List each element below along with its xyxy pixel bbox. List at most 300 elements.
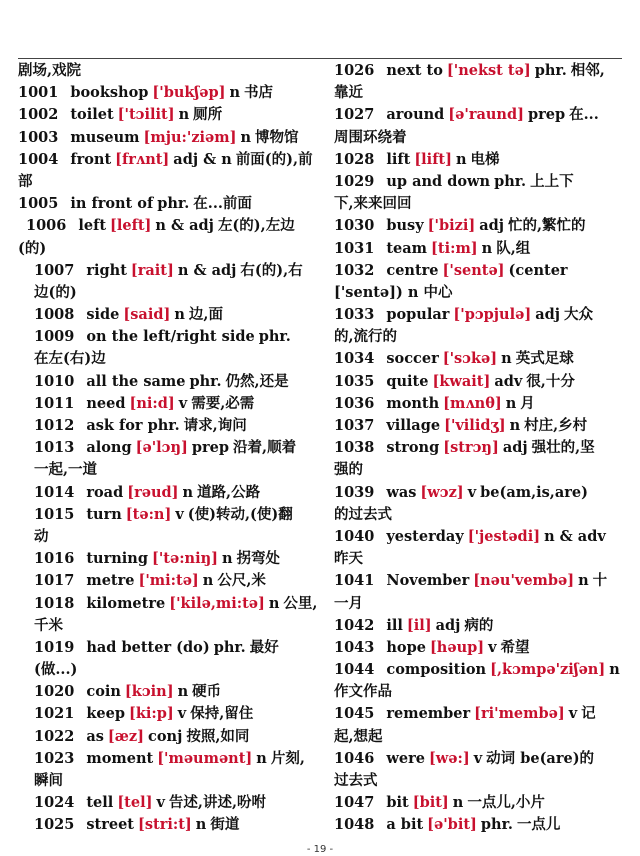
entry-number: 1022: [34, 727, 75, 745]
vocab-entry: [18, 726, 324, 748]
vocab-entry: [334, 415, 624, 437]
continuation-line: 动: [34, 527, 49, 545]
continuation-line: 瞬间: [34, 772, 63, 789]
continuation-line: 边(的): [34, 283, 77, 301]
headword: centre: [386, 261, 439, 279]
vocab-entry: [18, 548, 324, 570]
entry-number: 1038: [334, 439, 375, 457]
part-of-speech: phr.: [189, 372, 222, 390]
phonetic: [tə:n]: [125, 505, 172, 523]
vocab-entry: [18, 193, 324, 215]
entry-number: 1023: [34, 749, 75, 767]
chinese-meaning: 需要,必需: [191, 394, 255, 412]
vocab-entry: [18, 703, 324, 725]
part-of-speech: adj: [502, 439, 528, 457]
headword: front: [70, 150, 112, 168]
phonetic: ['nekst tə]: [446, 62, 531, 79]
phonetic: ['mi:tə]: [138, 572, 199, 590]
entry-number: 1040: [334, 527, 375, 545]
phonetic: [bit]: [412, 794, 449, 812]
part-of-speech: n: [182, 483, 194, 501]
phonetic: [ni:d]: [129, 394, 175, 412]
phonetic: ['vilidʒ]: [444, 417, 506, 434]
vocab-entry: [334, 526, 624, 548]
headword: team: [386, 239, 428, 257]
entry-number: 1010: [34, 372, 75, 390]
entry-number: 1020: [34, 683, 75, 701]
vocab-entry: [18, 637, 324, 659]
chinese-meaning: 请求,询问: [183, 417, 247, 434]
chinese-meaning: 仍然,还是: [225, 372, 289, 390]
vocab-entry: [334, 171, 624, 193]
entry-number: 1041: [334, 572, 375, 590]
headword: was: [386, 483, 417, 501]
entry-number: 1003: [18, 128, 59, 146]
entry-number: 1006: [26, 217, 67, 235]
headword: a bit: [386, 816, 424, 834]
entry-number: 1024: [34, 794, 75, 812]
header-rule: [18, 58, 622, 59]
headword: street: [86, 816, 135, 834]
chinese-meaning: 大众: [563, 306, 593, 324]
phonetic: [strɔŋ]: [443, 439, 499, 457]
phonetic: [mʌnθ]: [443, 394, 502, 412]
phonetic: ['tə:niŋ]: [151, 550, 219, 568]
headword: soccer: [386, 350, 439, 368]
part-of-speech: v: [175, 505, 184, 523]
headword: lift: [386, 150, 411, 168]
phonetic: [ki:p]: [129, 705, 174, 723]
chinese-meaning: 病的: [464, 616, 494, 634]
chinese-meaning: 村庄,乡村: [524, 417, 588, 434]
headword: all the same: [86, 372, 186, 390]
vocab-entry: [18, 104, 324, 126]
entry-number: 1047: [334, 794, 375, 812]
chinese-meaning: 记: [581, 705, 596, 723]
entry-number: 1048: [334, 816, 375, 834]
headword: along: [86, 439, 132, 457]
phonetic: [ə'raund]: [448, 106, 524, 124]
vocab-entry: [334, 149, 624, 171]
part-of-speech: phr.: [534, 62, 567, 79]
headword: coin: [86, 683, 121, 701]
vocab-entry: [18, 304, 324, 326]
phonetic: [frʌnt]: [115, 150, 170, 168]
part-of-speech: v: [488, 638, 497, 656]
vocab-entry: [334, 104, 624, 126]
phonetic: [rəud]: [127, 483, 179, 501]
entry-number: 1033: [334, 306, 375, 324]
chinese-meaning: 电梯: [470, 150, 500, 168]
left-column: [18, 60, 324, 837]
continuation-line: 一起,一道: [34, 461, 98, 479]
chinese-meaning: 左(的),左边: [217, 217, 295, 235]
vocab-entry: [334, 215, 624, 237]
chinese-meaning: 上上下: [530, 172, 574, 190]
phonetic: [rait]: [130, 261, 174, 279]
entry-number: 1032: [334, 261, 375, 279]
entry-number: 1014: [34, 483, 75, 501]
part-of-speech: n: [452, 794, 464, 812]
part-of-speech: n: [222, 550, 233, 568]
continuation-line: 的过去式: [334, 505, 392, 523]
vocab-entry: [18, 82, 324, 104]
vocab-entry: [334, 60, 624, 82]
part-of-speech: n: [268, 594, 280, 612]
vocab-entry: [18, 482, 324, 504]
chinese-meaning: 希望: [500, 638, 530, 656]
headword: tell: [86, 794, 114, 812]
entry-number: 1028: [334, 150, 375, 168]
chinese-meaning: 相邻,: [570, 62, 605, 79]
vocab-entry: [18, 371, 324, 393]
phonetic: ['jestədi]: [467, 527, 541, 545]
chinese-meaning: 公尺,米: [217, 572, 266, 590]
phonetic: ['kilə,mi:tə]: [169, 594, 265, 612]
vocab-entry: [18, 393, 324, 415]
part-of-speech: conj: [148, 727, 183, 745]
entry-number: 1018: [34, 594, 75, 612]
vocab-entry: [18, 792, 324, 814]
headword: turning: [86, 550, 148, 568]
part-of-speech: n & adv: [544, 527, 606, 545]
headword: village: [386, 417, 441, 434]
entry-number: 1026: [334, 62, 375, 79]
vocab-entry: [334, 393, 624, 415]
part-of-speech: n: [202, 572, 214, 590]
phonetic: [nəu'vembə]: [473, 572, 575, 590]
vocab-entry: [334, 703, 624, 725]
headword: keep: [86, 705, 125, 723]
chinese-meaning: 街道: [210, 816, 240, 834]
headword: toilet: [70, 106, 114, 124]
continuation-line: ['sentə]) n 中心: [334, 283, 453, 301]
phonetic: [stri:t]: [138, 816, 192, 834]
vocab-entry: [18, 748, 324, 770]
chinese-meaning: 书店: [244, 84, 274, 102]
entry-number: 1016: [34, 550, 75, 568]
chinese-meaning: 十: [592, 572, 608, 590]
part-of-speech: phr.: [494, 172, 527, 190]
headword: bookshop: [70, 84, 149, 102]
phonetic: [said]: [123, 306, 171, 324]
chinese-meaning: 在...: [569, 106, 599, 124]
chinese-meaning: 公里,: [283, 594, 318, 612]
phonetic: ['pɔpjulə]: [453, 306, 532, 324]
vocab-entry: [334, 748, 624, 770]
phonetic: ['məumənt]: [157, 749, 253, 767]
continuation-line: 强的: [334, 461, 363, 479]
continuation-line: 作文作品: [334, 683, 392, 701]
vocab-entry: [18, 149, 324, 171]
phonetic: [mju:'ziəm]: [143, 128, 237, 146]
headword: composition: [386, 661, 487, 679]
vocab-entry: [18, 215, 324, 237]
part-of-speech: n & adj: [177, 261, 237, 279]
phonetic: ['tɔilit]: [117, 106, 175, 124]
part-of-speech: n: [174, 306, 185, 324]
headword: museum: [70, 128, 140, 146]
vocab-entry: [18, 814, 324, 836]
entry-number: 1005: [18, 195, 59, 213]
chinese-meaning: 按照,如同: [186, 727, 250, 745]
continuation-line: 在左(右)边: [34, 350, 106, 368]
vocab-entry: [334, 615, 624, 637]
vocab-entry: [334, 304, 624, 326]
entry-number: 1013: [34, 439, 75, 457]
vocab-entry: [18, 681, 324, 703]
part-of-speech: n: [609, 661, 620, 679]
entry-number: 1042: [334, 616, 375, 634]
entry-number: 1039: [334, 483, 375, 501]
entry-number: 1009: [34, 328, 75, 346]
phonetic: [ə'bit]: [427, 816, 477, 834]
entry-number: 1015: [34, 505, 75, 523]
vocab-entry: [18, 326, 324, 348]
entry-number: 1012: [34, 417, 75, 434]
chinese-meaning: 忙的,繁忙的: [507, 217, 586, 235]
entry-number: 1046: [334, 749, 375, 767]
part-of-speech: n: [578, 572, 589, 590]
chinese-meaning: 英式足球: [515, 350, 574, 368]
part-of-speech: phr.: [157, 195, 190, 213]
entry-number: 1001: [18, 84, 59, 102]
part-of-speech: n: [240, 128, 252, 146]
phonetic: ['bukʃəp]: [152, 84, 226, 102]
vocab-entry: [18, 593, 324, 615]
headword: turn: [86, 505, 122, 523]
part-of-speech: n: [481, 239, 493, 257]
phonetic: [tel]: [117, 794, 153, 812]
part-of-speech: phr.: [213, 638, 246, 656]
headword: road: [86, 483, 124, 501]
chinese-meaning: 道路,公路: [197, 483, 261, 501]
continuation-line: 起,想起: [334, 727, 383, 745]
entry-number: 1037: [334, 417, 375, 434]
chinese-meaning: 动词 be(are)的: [486, 749, 595, 767]
part-of-speech: prep: [527, 106, 566, 124]
headword: hope: [386, 638, 426, 656]
headword: next to: [386, 62, 443, 79]
headword: metre: [86, 572, 135, 590]
chinese-meaning: 强壮的,坚: [531, 439, 595, 457]
entry-number: 1035: [334, 372, 375, 390]
entry-number: 1036: [334, 394, 375, 412]
continuation-line: 过去式: [334, 772, 378, 789]
vocab-entry: [18, 504, 324, 526]
phonetic: [lift]: [414, 150, 452, 168]
entry-number: 1044: [334, 661, 375, 679]
part-of-speech: v: [568, 705, 578, 723]
chinese-meaning: 在...前面: [193, 195, 252, 213]
entry-number: 1021: [34, 705, 75, 723]
part-of-speech: phr.: [480, 816, 513, 834]
chinese-meaning: 保持,留住: [190, 705, 254, 723]
chinese-meaning: 硬币: [192, 683, 222, 701]
vocab-entry: [18, 127, 324, 149]
entry-number: 1034: [334, 350, 375, 368]
entry-number: 1019: [34, 638, 75, 656]
phonetic: [ri'membə]: [474, 705, 565, 723]
entry-number: 1004: [18, 150, 59, 168]
chinese-meaning: 最好: [249, 638, 279, 656]
vocab-entry: [334, 437, 624, 459]
headword: busy: [386, 217, 424, 235]
continuation-line: 千米: [34, 616, 63, 634]
part-of-speech: n & adj: [155, 217, 214, 235]
vocab-entry: [334, 792, 624, 814]
vocab-entry: [334, 238, 624, 260]
chinese-meaning: 告述,讲述,吩咐: [168, 794, 267, 812]
phonetic: [həup]: [429, 638, 485, 656]
entry-number: 1031: [334, 239, 375, 257]
continuation-line: 周围环绕着: [334, 128, 407, 146]
chinese-meaning: 月: [520, 394, 535, 412]
chinese-meaning: 右(的),右: [240, 261, 303, 279]
headword: had better (do): [86, 638, 210, 656]
phonetic: ['bizi]: [427, 217, 476, 235]
continuation-line: 下,来来回回: [334, 195, 412, 213]
entry-number: 1007: [34, 261, 75, 279]
part-of-speech: n: [229, 84, 241, 102]
headword: month: [386, 394, 440, 412]
chinese-meaning: 很,十分: [526, 372, 575, 390]
phonetic: [kwait]: [432, 372, 491, 390]
part-of-speech: v: [473, 749, 483, 767]
part-of-speech: n: [178, 106, 190, 124]
entry-number: 1030: [334, 217, 375, 235]
headword: strong: [386, 439, 440, 457]
headword: in front of: [70, 195, 154, 213]
part-of-speech: n: [509, 417, 521, 434]
continuation-line: 的,流行的: [334, 328, 398, 346]
vocab-entry: [18, 415, 324, 437]
phonetic: [wə:]: [428, 749, 470, 767]
vocab-entry: [334, 371, 624, 393]
continuation-line: 剧场,戏院: [18, 62, 82, 79]
right-column: [334, 60, 624, 837]
phonetic: [il]: [406, 616, 432, 634]
chinese-meaning: 博物馆: [255, 128, 299, 146]
part-of-speech: phr.: [258, 328, 291, 346]
vocab-entry: [334, 482, 624, 504]
entry-number: 1025: [34, 816, 75, 834]
vocab-entry: [334, 637, 624, 659]
vocab-entry: [334, 260, 624, 282]
chinese-meaning: 队,组: [496, 239, 531, 257]
vocab-entry: [334, 570, 624, 592]
part-of-speech: n: [195, 816, 207, 834]
entry-number: 1043: [334, 638, 375, 656]
headword: remember: [386, 705, 471, 723]
part-of-speech: prep: [191, 439, 230, 457]
headword: right: [86, 261, 127, 279]
phonetic: [wɔz]: [420, 483, 464, 501]
headword: left: [78, 217, 107, 235]
headword: moment: [86, 749, 154, 767]
part-of-speech: n: [501, 350, 512, 368]
continuation-line: 昨天: [334, 550, 363, 568]
part-of-speech: adj: [535, 306, 560, 324]
vocab-entry: [334, 348, 624, 370]
entry-number: 1008: [34, 306, 75, 324]
vocab-entry: [334, 814, 624, 836]
vocab-entry: [18, 437, 324, 459]
headword: bit: [386, 794, 409, 812]
phonetic: ['sɔkə]: [442, 350, 498, 368]
chinese-meaning: be(am,is,are): [480, 483, 588, 501]
headword: around: [386, 106, 445, 124]
entry-number: 1045: [334, 705, 375, 723]
part-of-speech: v: [178, 394, 188, 412]
chinese-meaning: 厕所: [193, 106, 223, 124]
part-of-speech: adj & n: [173, 150, 232, 168]
headword: November: [386, 572, 470, 590]
continuation-line: 靠近: [334, 84, 363, 102]
page-number: - 19 -: [306, 844, 334, 855]
chinese-meaning: 拐弯处: [236, 550, 281, 568]
chinese-meaning: 前面(的),前: [235, 150, 313, 168]
entry-number: 1017: [34, 572, 75, 590]
continuation-line: 一月: [334, 594, 363, 612]
headword: kilometre: [86, 594, 166, 612]
phonetic: [kɔin]: [124, 683, 174, 701]
part-of-speech: adv: [494, 372, 523, 390]
part-of-speech: n: [505, 394, 517, 412]
headword: ill: [386, 616, 403, 634]
phonetic: [ə'lɔŋ]: [135, 439, 188, 457]
headword: need: [86, 394, 126, 412]
part-of-speech: v: [156, 794, 165, 812]
part-of-speech: n: [177, 683, 189, 701]
headword: up and down: [386, 172, 491, 190]
chinese-meaning: (使)转动,(使)翻: [187, 505, 293, 523]
phonetic: [left]: [110, 217, 152, 235]
entry-number: 1029: [334, 172, 375, 190]
vocab-entry: [334, 659, 624, 681]
chinese-meaning: 一点儿,小片: [467, 794, 545, 812]
continuation-line: (的): [18, 239, 47, 257]
part-of-speech: v: [467, 483, 477, 501]
part-of-speech: adj: [435, 616, 461, 634]
chinese-meaning: 沿着,顺着: [233, 439, 297, 457]
continuation-line: (做...): [34, 661, 78, 679]
chinese-meaning: 边,面: [188, 306, 223, 324]
vocab-entry: [18, 570, 324, 592]
part-of-speech: adj: [479, 217, 504, 235]
vocab-entry: [18, 260, 324, 282]
headword: as: [86, 727, 104, 745]
phonetic: [,kɔmpə'ziʃən]: [490, 661, 606, 679]
headword: popular: [386, 306, 450, 324]
headword: quite: [386, 372, 429, 390]
continuation-line: 部: [18, 172, 33, 190]
headword: side: [86, 306, 120, 324]
phonetic: [æz]: [107, 727, 145, 745]
part-of-speech: v: [177, 705, 187, 723]
chinese-meaning: 一点儿: [516, 816, 561, 834]
phonetic: [ti:m]: [431, 239, 478, 257]
chinese-meaning: 片刻,: [270, 749, 305, 767]
headword: yesterday: [386, 527, 464, 545]
entry-number: 1011: [34, 394, 75, 412]
part-of-speech: (center: [508, 261, 568, 279]
headword: ask for phr.: [86, 417, 180, 434]
headword: on the left/right side: [86, 328, 255, 346]
phonetic: ['sentə]: [442, 261, 505, 279]
headword: were: [386, 749, 425, 767]
entry-number: 1002: [18, 106, 59, 124]
